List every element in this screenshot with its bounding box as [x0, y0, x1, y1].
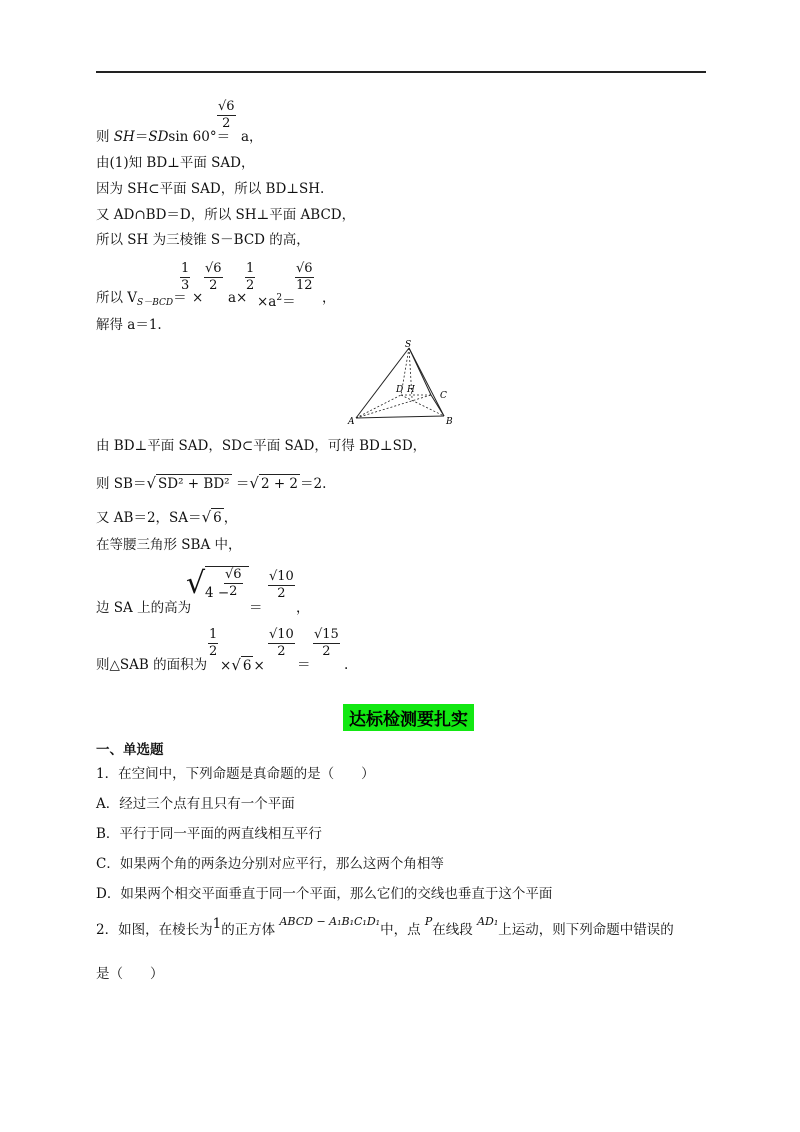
times-a-squared: $\times a^2=$	[257, 293, 296, 310]
solution-line-13: 则△SAB 的面积为	[96, 657, 208, 673]
comma-12: ，	[296, 600, 310, 616]
solution-line-1: 则 SH＝SDsin 60°＝	[96, 129, 231, 145]
fraction-1-over-2: 1 2	[246, 261, 255, 293]
fraction-sqrt15-over-2: √15 2	[314, 627, 339, 659]
section-banner: 达标检测要扎实	[343, 704, 474, 731]
question-1-option-c[interactable]: C．如果两个角的两条边分别对应平行，那么这两个角相等	[96, 856, 444, 872]
solution-line-10: 又 AB＝2，SA＝√ 6 ，	[96, 508, 238, 526]
fraction-sqrt6-over-2b: √6 2	[205, 261, 222, 293]
fraction-1-over-2b: 1 2	[209, 627, 218, 659]
equals-sign: ＝	[249, 600, 263, 616]
solution-line-3: 因为 SH⊂平面 SAD，所以 BD⊥SH.	[96, 181, 325, 197]
fraction-sqrt6-over-2: √6 2	[218, 99, 235, 131]
pyramid-figure	[346, 338, 458, 428]
fraction-sqrt10-over-2b: √10 2	[269, 627, 294, 659]
question-1-option-a[interactable]: A．经过三个点有且只有一个平面	[96, 796, 295, 812]
big-radical: √	[186, 566, 206, 601]
solution-line-1-tail: a，	[241, 129, 263, 145]
fraction-1-over-3: 1 3	[181, 261, 190, 293]
solution-line-5: 所以 SH 为三棱锥 S－BCD 的高，	[96, 232, 310, 248]
label-A: A	[348, 417, 355, 427]
label-D: D	[396, 385, 404, 395]
fraction-sqrt6-over-12: √6 12	[296, 261, 313, 293]
question-1-option-d[interactable]: D．如果两个相交平面垂直于同一个平面，那么它们的交线也垂直于这个平面	[96, 886, 553, 902]
a-times: a×	[228, 290, 248, 306]
question-2-stem: 2．如图，在棱长为1的正方体 $^{ABCD - A_1B_1C_1D_1}$中，点 $^P$在线段 $^{AD_1}$上运动，则下列命题中错误的	[96, 915, 674, 938]
solution-line-11: 在等腰三角形 SBA 中，	[96, 537, 242, 553]
equals-13: ＝	[297, 657, 311, 673]
solution-line-8: 由 BD⊥平面 SAD，SD⊂平面 SAD，可得 BD⊥SD，	[96, 438, 427, 454]
solution-line-6: 所以 $V_{S-BCD}=$	[96, 290, 187, 308]
radicand-4-minus: 4 −	[205, 585, 230, 601]
fraction-sqrt10-over-2: √10 2	[269, 569, 294, 601]
inner-fraction: √6 2	[225, 567, 242, 599]
label-B: B	[446, 417, 453, 427]
section-title: 一、单选题	[96, 742, 164, 758]
times-sign: ×	[192, 290, 204, 306]
comma: ，	[322, 290, 336, 306]
solution-line-9: 则 SB＝√ SD² + BD² ＝√ 2 + 2 ＝2.	[96, 474, 327, 492]
question-1-stem: 1．在空间中，下列命题是真命题的是（ ）	[96, 766, 375, 782]
solution-line-12: 边 SA 上的高为	[96, 600, 192, 616]
label-C: C	[440, 391, 447, 401]
solution-line-2: 由(1)知 BD⊥平面 SAD，	[96, 155, 255, 171]
header-rule	[96, 71, 706, 73]
period-13: .	[344, 657, 349, 673]
solution-line-7: 解得 a＝1.	[96, 317, 162, 333]
question-1-option-b[interactable]: B．平行于同一平面的两直线相互平行	[96, 826, 322, 842]
times-sqrt6: ×√ 6 ×	[220, 656, 265, 674]
label-H: H	[407, 385, 415, 395]
question-2-stem-line-2: 是（ ）	[96, 966, 164, 982]
label-S: S	[405, 340, 412, 350]
solution-line-4: 又 AD∩BD＝D，所以 SH⊥平面 ABCD，	[96, 207, 356, 223]
